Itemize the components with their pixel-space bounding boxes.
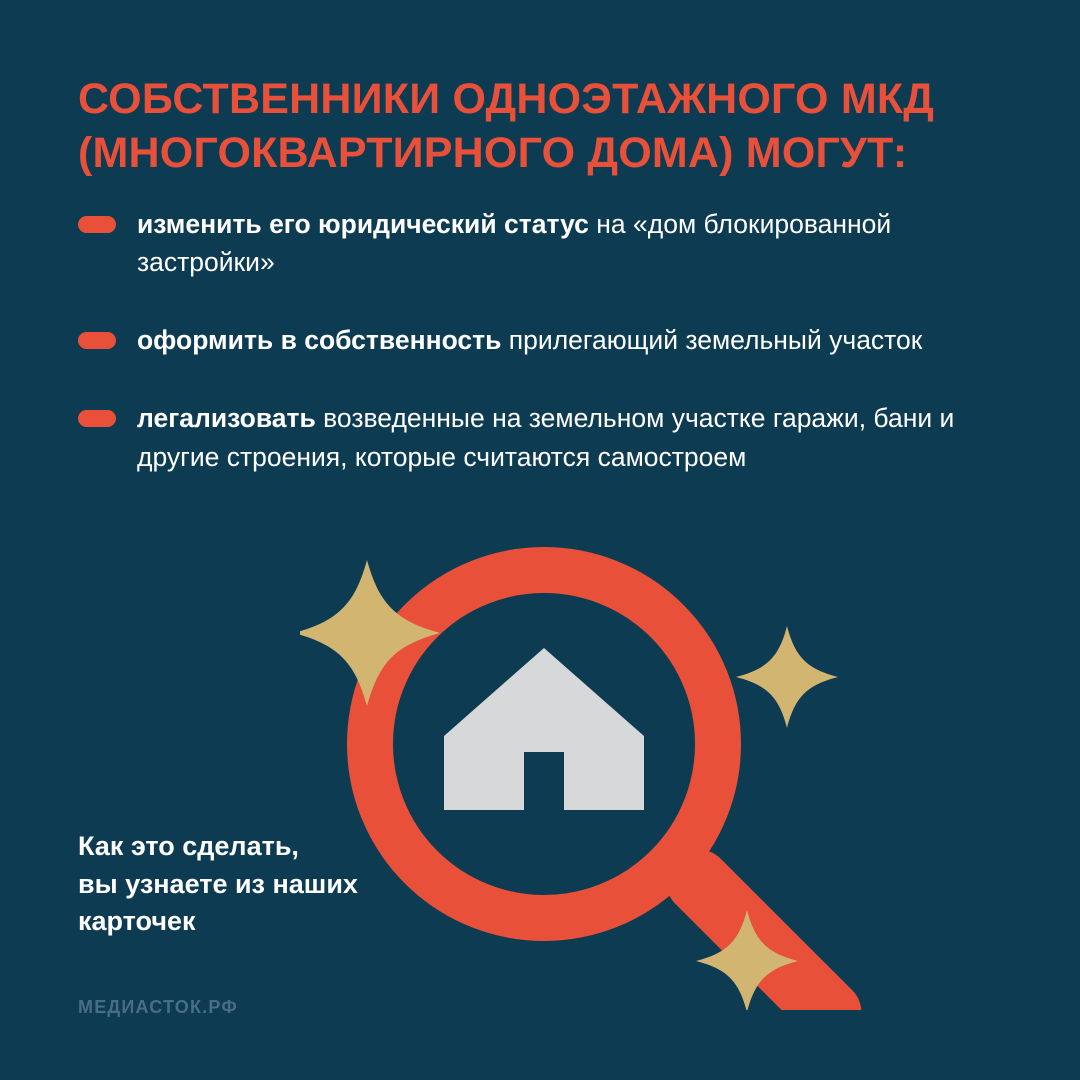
list-item-rest: на «дом блокированной застройки» <box>137 209 892 278</box>
dash-bullet-icon <box>78 216 116 233</box>
list-item-text <box>137 399 967 475</box>
list-item-text <box>137 321 967 359</box>
list-item-bold: изменить его юридический статус <box>137 209 589 239</box>
bullet-list <box>78 205 978 516</box>
list-item <box>78 205 978 281</box>
list-item-bold: оформить в собственность <box>137 325 502 356</box>
list-item <box>78 399 978 475</box>
dash-bullet-icon <box>78 410 116 427</box>
watermark: МЕДИАСТОК.РФ <box>78 997 238 1017</box>
list-item-bold: легализовать <box>137 403 316 434</box>
dash-bullet-icon <box>78 332 116 349</box>
page-title <box>78 72 1018 180</box>
list-item <box>78 321 978 359</box>
sparkle-right-icon <box>736 626 838 728</box>
footer-note-line-1: Как это сделать, <box>78 831 299 862</box>
footer-note-line-2: вы узнаете из наших <box>78 868 358 899</box>
list-item-rest: прилегающий земельный участок <box>501 325 923 356</box>
list-item-text <box>137 205 967 281</box>
house-icon <box>444 648 644 810</box>
footer-note-line-3: карточек <box>78 905 196 936</box>
list-item-rest: возведенные на земельном участке гаражи, бани и другие строения, которые считаются самостроем <box>137 403 955 472</box>
footer-note <box>78 828 498 940</box>
sparkle-top-left-icon <box>300 560 440 706</box>
page-title-line-1: СОБСТВЕННИКИ ОДНОЭТАЖНОГО МКД <box>78 75 935 123</box>
page-title-line-2: (МНОГОКВАРТИРНОГО ДОМА) МОГУТ: <box>78 129 908 178</box>
